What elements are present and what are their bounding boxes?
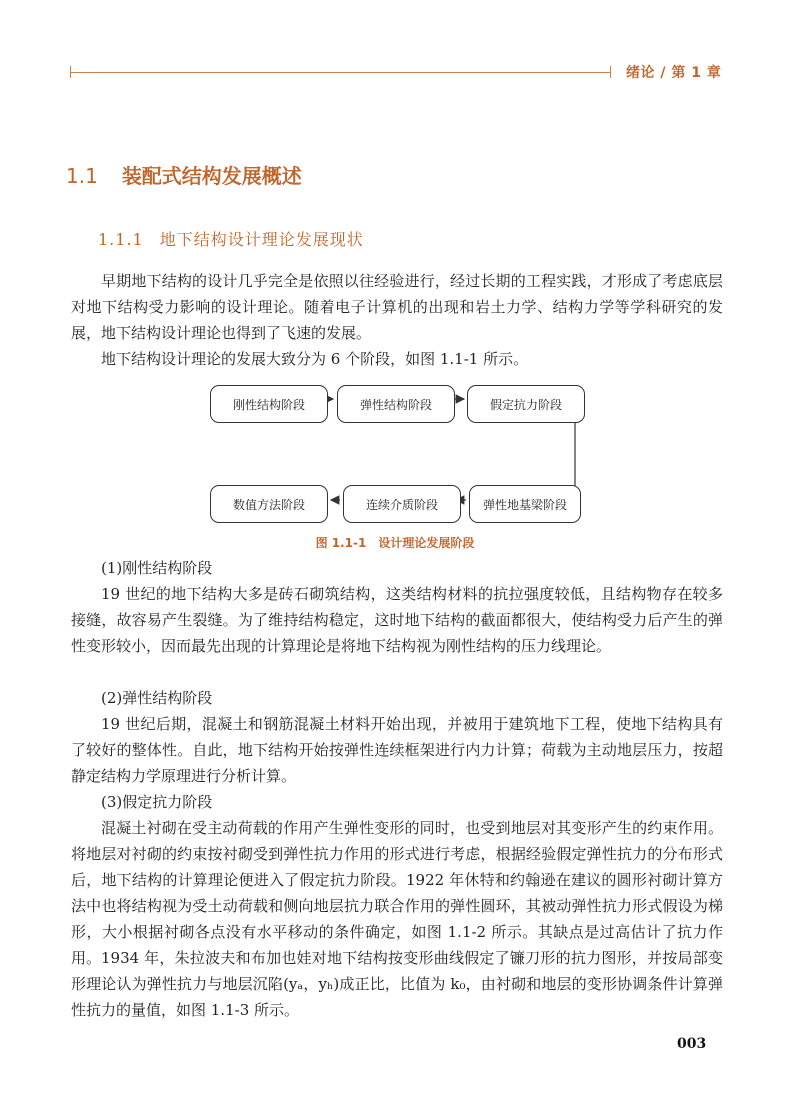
section-title-text: 装配式结构发展概述 bbox=[121, 164, 302, 188]
header-rule-right-tick bbox=[610, 66, 611, 78]
item-paragraph-1934: 1934 年，朱拉波夫和布加也娃对地下结构按变形曲线假定了镰刀形的抗力图形，并按局部变形理论认为弹性抗力与地层沉陷(yₐ，yₕ)成正比，比值为 k₀，由衬砌和地层的变形协调条件计算弹性抗力的量值，如图 1.1-3 所示。 bbox=[71, 949, 723, 1019]
figure-intro-paragraph: 地下结构设计理论的发展大致分为 6 个阶段，如图 1.1-1 所示。 bbox=[101, 350, 529, 368]
stage-box-continuum: 连续介质阶段 bbox=[343, 485, 461, 523]
item-heading-assumed-resistance: (3)假定抗力阶段 bbox=[101, 793, 213, 811]
item-heading-rigid: (1)刚性结构阶段 bbox=[101, 559, 213, 577]
stages-flow-diagram bbox=[200, 380, 600, 530]
stage-box-elastic-foundation-beam: 弹性地基梁阶段 bbox=[469, 485, 581, 523]
subsection-number: 1.1.1 bbox=[98, 230, 144, 249]
figure-number: 图 1.1-1 bbox=[315, 536, 367, 550]
section-title bbox=[66, 160, 302, 189]
figure-caption bbox=[0, 534, 790, 551]
subsection-title-text: 地下结构设计理论发展现状 bbox=[159, 230, 364, 249]
section-number: 1.1 bbox=[66, 164, 98, 188]
page-number: 003 bbox=[677, 1036, 707, 1052]
stage-box-elastic: 弹性结构阶段 bbox=[337, 385, 455, 423]
stage-box-numerical: 数值方法阶段 bbox=[210, 485, 328, 523]
item-paragraph-rigid: 19 世纪的地下结构大多是砖石砌筑结构，这类结构材料的抗拉强度较低，且结构物存在较多接缝，故容易产生裂缝。为了维持结构稳定，这时地下结构的截面都很大，使结构受力后产生的弹性变形较小，因而最先出现的计算理论是将地下结构视为刚性结构的压力线理论。 bbox=[71, 585, 723, 655]
stage-box-assumed-resistance: 假定抗力阶段 bbox=[467, 385, 585, 423]
stage-box-rigid: 刚性结构阶段 bbox=[210, 385, 328, 423]
figure-caption-text: 设计理论发展阶段 bbox=[378, 536, 475, 550]
subsection-title bbox=[98, 227, 364, 250]
item-paragraph-elastic: 19 世纪后期，混凝土和钢筋混凝土材料开始出现，并被用于建筑地下工程，使地下结构具有了较好的整体性。自此，地下结构开始按弹性连续框架进行内力计算；荷载为主动地层压力，按超静定结构力学原理进行分析计算。 bbox=[71, 715, 723, 785]
item-heading-elastic: (2)弹性结构阶段 bbox=[101, 689, 213, 707]
intro-paragraph: 早期地下结构的设计几乎完全是依照以往经验进行，经过长期的工程实践，才形成了考虑底层对地下结构受力影响的设计理论。随着电子计算机的出现和岩土力学、结构力学等学科研究的发展，地下结构设计理论也得到了飞速的发展。 bbox=[71, 272, 723, 342]
running-header: 绪论 / 第 1 章 bbox=[626, 65, 722, 81]
header-rule bbox=[70, 72, 610, 73]
item-paragraph-assumed-resistance: 混凝土衬砌在受主动荷载的作用产生弹性变形的同时，也受到地层对其变形产生的约束作用。将地层对衬砌的约束按衬砌受到弹性抗力作用的形式进行考虑，根据经验假定弹性抗力的分布形式后，地下结构的计算理论便进入了假定抗力阶段。1922 年休特和约翰逊在建议的圆形衬砌计算方法中也将结构视为受土动荷载和侧向地层抗力联合作用的弹性圆环，其被动弹性抗力形式假设为梯形，大小根据衬砌各点没有水平移动的条件确定，如图 1.1-2 所示。其缺点是过高估计了抗力作用。 bbox=[71, 819, 723, 967]
